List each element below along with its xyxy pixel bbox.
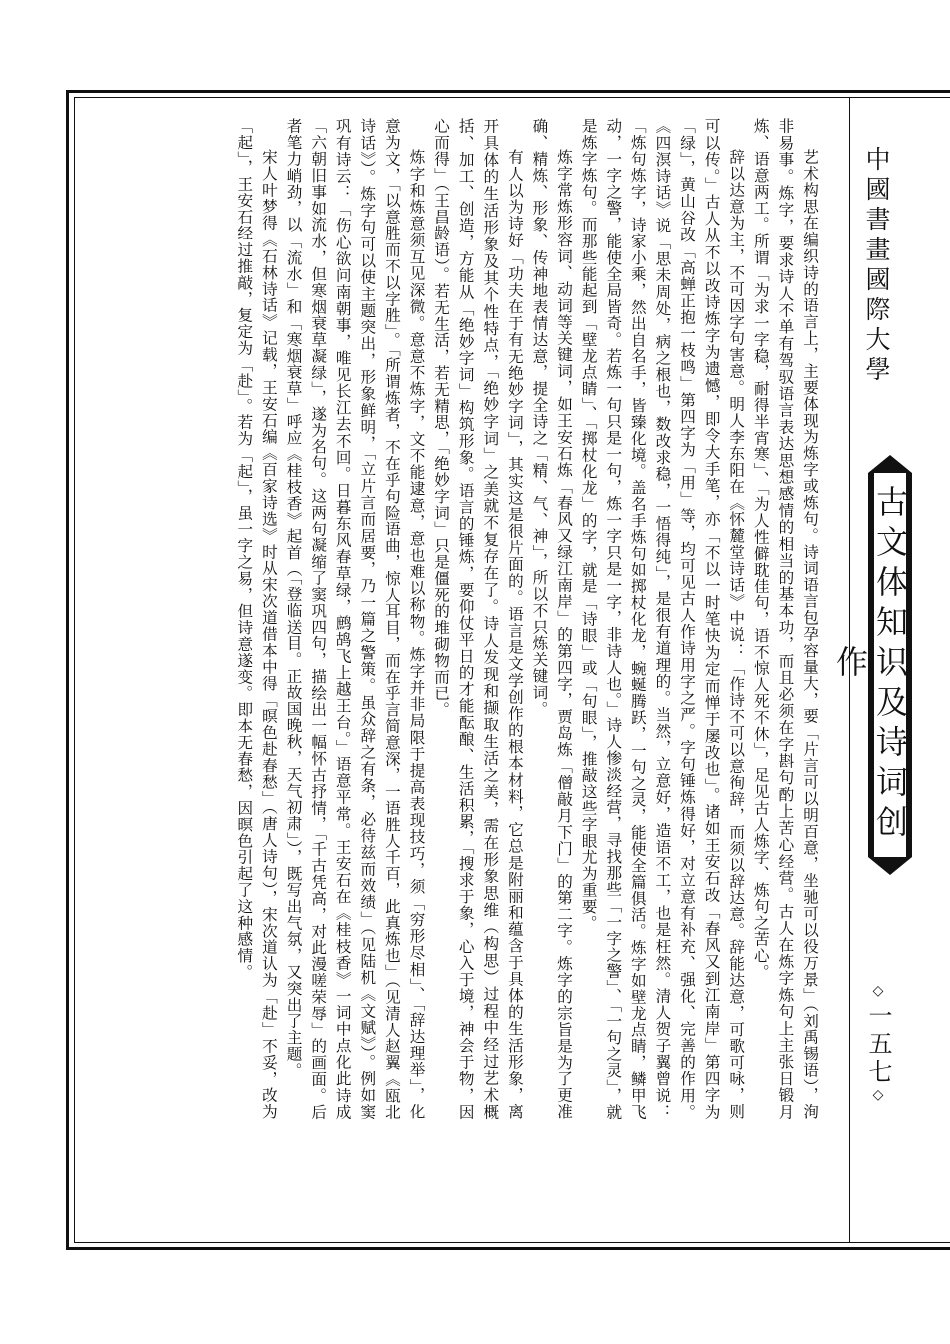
main-text (112, 118, 822, 1120)
university-name: 中國書畫國際大學 (862, 146, 891, 386)
paragraph: 艺术构思在编织诗的语言上，主要体现为炼字或炼句。诗词语言包孕容量大，要「片言可以明百意，坐驰可以役万景」（刘禹锡语），洵非易事。炼字，要求诗人不单有驾驭语言表达思想感情的相当的基本功，而且必须在字斟句酌上苦心经营。古人在炼字炼句上主张日锻月炼、语意两工。所谓「为求一字稳，耐得半宵寒」、「为人性僻耽佳句，语不惊人死不休」，足见古人炼字、炼句之苦心。 (751, 118, 819, 1120)
book-title: 古文体知识及诗词创作 (831, 485, 909, 845)
paragraph: 有人以为诗好「功夫在于有无绝妙字词」，其实这是很片面的。语言是文学创作的根本材料，它总是附丽和蕴含于具体的生活形象，离开具体的生活形象及其个性特点，「绝妙字词」之美就不复存在了。诗人发现和撷取生活之美，需在形象思维（构思）过程中经过艺术概括、加工、创造，方能从「绝妙字词」构筑形象。语言的锤炼，要仰仗平日的才能酝酿、生活积累，「搜求于象，心入于境，神会于物，因心而得」（王昌龄语）。若无生活，若无精思，「绝妙字词」只是僵死的堆砌物而已。 (432, 118, 524, 1120)
paragraph: 宋人叶梦得《石林诗话》记载，王安石编《百家诗选》时从宋次道借本中得「暝色赴春愁」（唐人诗句），宋次道认为「赴」不妥，改为「起」，王安石经过推敲，复定为「赴」。若为「起」，虽一字之易，但诗意遂变。即本无春愁，因暝色引起了这种感情。 (235, 118, 278, 1120)
page-number: 一五七 (864, 1003, 892, 1087)
band-cap-top (868, 455, 912, 473)
page-number-block (858, 983, 898, 1107)
diamond-ornament-icon: ◇ (870, 983, 886, 1003)
paragraph: 辞以达意为主，不可因字句害意。明人李东阳在《怀麓堂诗话》中说：「作诗不可以意徇辞，而须以辞达意。辞能达意，可歌可咏，则可以传。」古人从不以改诗炼字为遗憾，即令大手笔，亦「不以一时笔快为定而惮于屡改也」。诸如王安石改「春风又到江南岸」第四字为「绿」，黄山谷改「高蝉正抱一枝鸣」第四字为「用」等，均可见古人作诗用字之严。字句锤炼得好，对立意有补充、强化、完善的作用。《四溟诗话》说「思未周处，病之根也，数改求稳，一悟得纯」，是很有道理的。当然，立意好，造语不工，也是枉然。清人贺子翼曾说：「炼句炼字，诗家小乘，然出自名手，皆臻化境。盖名手炼句如掷杖化龙，蜿蜒腾跃，一句之灵，能使全篇俱活。炼字如壁龙点睛，鳞甲飞动，一字之警，能使全局皆奇。若炼一句只是一句，炼一字只是一字，非诗人也。」诗人惨淡经营，寻找那些「一字之警」、「一句之灵」，就是炼字炼句。而那些能起到「壁龙点睛」、「掷杖化龙」的字，就是「诗眼」或「句眼」，推敲这些字眼尤为重要。 (579, 118, 746, 1120)
paragraph: 炼字常炼形容词、动词等关键词，如王安石炼「春风又绿江南岸」的第四字，贾岛炼「僧敲月下门」的第二字。炼字的宗旨是为了更准确、精炼、形象、传神地表情达意，提全诗之「精、气、神」，所以不只炼关键词。 (530, 118, 574, 1120)
book-title-band (831, 455, 928, 875)
paragraph: 炼字和炼意须互见深微。意意不炼字，文不能逮意，意也难以称物。炼字并非局限于提高表现技巧，须「穷形尽相」、「辞达理举」，化意为文，「以意胜而不以字胜」。「所谓炼者，不在乎句险语曲，惊人耳目，而在乎言简意深，一语胜人千百，此真炼也」（见清人赵翼《瓯北诗话》）。炼字句可以使主题突出，形象鲜明，「立片言而居要，乃一篇之警策。虽众辞之有条，必待兹而效绩」（见陆机《文赋》）。例如窦巩有诗云：「伤心欲问南朝事，唯见长江去不回。日暮东风春草绿，鹧鸪飞上越王台。」语意平常。王安石在《桂枝香》一词中点化此诗成「六朝旧事如流水，但寒烟衰草凝绿」，遂为名句。这两句凝缩了窦巩四句，描绘出一幅怀古抒情，「千古凭高，对此漫嗟荣辱」的画面。后者笔力峭劲，以「流水」和「寒烟衰草」呼应《桂枝香》起首（「登临送目。正故国晚秋，天气初肃」），既写出气氛，又突出了主题。 (284, 118, 426, 1120)
band-cap-bottom (868, 857, 912, 875)
diamond-ornament-icon: ◇ (870, 1087, 886, 1107)
